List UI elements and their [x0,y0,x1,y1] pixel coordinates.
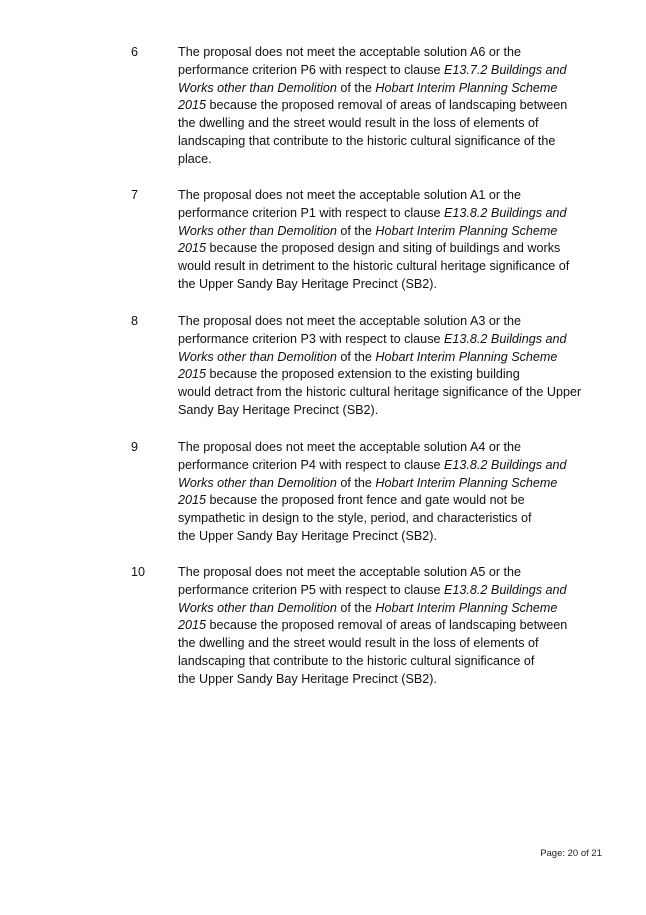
text-line [178,187,598,205]
italic-reference: Works other than Demolition [178,600,337,615]
text-line [178,439,598,457]
text-line [178,133,598,151]
italic-reference: 2015 [178,493,207,508]
reason-text [178,564,598,689]
text-run: The proposal does not meet the acceptable solution A5 or the [178,565,522,579]
text-run: performance criterion P1 with respect to clause [178,205,444,220]
text-line [178,635,598,653]
text-run: The proposal does not meet the acceptable solution A6 or the [178,45,522,59]
italic-reference: E13.8.2 Buildings and [444,457,567,472]
text-line [178,457,598,475]
text-line [178,671,598,689]
text-run: performance criterion P3 with respect to clause [178,331,444,346]
text-run: performance criterion P4 with respect to clause [178,457,444,472]
italic-reference: Works other than Demolition [178,223,337,238]
reason-number: 7 [131,188,139,202]
italic-reference: Hobart Interim Planning Scheme [375,475,558,490]
text-run: because the proposed front fence and gate would not be [206,493,525,508]
text-run: because the proposed removal of areas of landscaping between [206,618,568,633]
text-line [178,205,598,223]
text-line [178,366,598,384]
text-line [178,617,598,635]
text-line [178,402,598,420]
italic-reference: 2015 [178,241,207,256]
text-run: the Upper Sandy Bay Heritage Precinct (SB2). [178,528,437,543]
text-run: landscaping that contribute to the historic cultural significance of the [178,133,556,148]
italic-reference: Hobart Interim Planning Scheme [375,80,558,95]
text-run: The proposal does not meet the acceptable solution A4 or the [178,440,522,454]
text-line [178,80,598,98]
text-line [178,492,598,510]
text-run: The proposal does not meet the acceptable solution A1 or the [178,188,522,202]
text-run: performance criterion P6 with respect to clause [178,62,444,77]
reason-text [178,313,598,420]
text-line [178,276,598,294]
text-run: of the [336,475,376,490]
text-run: The proposal does not meet the acceptable solution A3 or the [178,314,522,328]
reason-text [178,439,598,546]
text-line [178,384,598,402]
text-run: would result in detriment to the historic cultural heritage significance of [178,259,570,274]
text-line [178,223,598,241]
italic-reference: Works other than Demolition [178,349,337,364]
text-line [178,313,598,331]
text-run: place. [178,151,212,166]
text-line [178,653,598,671]
text-line [178,258,598,276]
reason-text [178,44,598,169]
italic-reference: Hobart Interim Planning Scheme [375,600,558,615]
text-run: of the [336,223,376,238]
text-run: Sandy Bay Heritage Precinct (SB2). [178,402,379,417]
italic-reference: E13.8.2 Buildings and [444,582,567,597]
italic-reference: Works other than Demolition [178,475,337,490]
text-line [178,475,598,493]
text-run: of the [336,349,376,364]
italic-reference: Hobart Interim Planning Scheme [375,223,558,238]
italic-reference: 2015 [178,98,207,113]
italic-reference: Hobart Interim Planning Scheme [375,349,558,364]
text-run: because the proposed removal of areas of landscaping between [206,98,568,113]
text-line [178,510,598,528]
italic-reference: E13.7.2 Buildings and [444,62,567,77]
text-line [178,582,598,600]
text-line [178,528,598,546]
text-run: of the [336,80,376,95]
text-run: would detract from the historic cultural heritage significance of the Upper [178,385,582,400]
italic-reference: E13.8.2 Buildings and [444,205,567,220]
reason-number: 6 [131,45,139,59]
text-run: the Upper Sandy Bay Heritage Precinct (SB2). [178,671,437,686]
text-line [178,97,598,115]
italic-reference: 2015 [178,367,207,382]
text-run: the Upper Sandy Bay Heritage Precinct (SB2). [178,276,437,291]
text-line [178,564,598,582]
text-line [178,151,598,169]
text-run: because the proposed design and siting of buildings and works [206,241,561,256]
reason-number: 10 [131,565,146,579]
italic-reference: E13.8.2 Buildings and [444,331,567,346]
text-line [178,44,598,62]
reason-number: 8 [131,314,139,328]
text-line [178,349,598,367]
text-run: performance criterion P5 with respect to clause [178,582,444,597]
text-line [178,331,598,349]
text-run: sympathetic in design to the style, period, and characteristics of [178,511,532,526]
text-run: the dwelling and the street would result in the loss of elements of [178,636,539,651]
reason-number: 9 [131,440,139,454]
italic-reference: 2015 [178,618,207,633]
text-line [178,62,598,80]
reason-text [178,187,598,294]
text-line [178,600,598,618]
text-run: the dwelling and the street would result in the loss of elements of [178,116,539,131]
text-run: landscaping that contribute to the historic cultural significance of [178,653,535,668]
text-line [178,115,598,133]
italic-reference: Works other than Demolition [178,80,337,95]
text-line [178,240,598,258]
text-run: of the [336,600,376,615]
page-number: Page: 20 of 21 [540,848,602,859]
text-run: because the proposed extension to the existing building [206,367,520,382]
